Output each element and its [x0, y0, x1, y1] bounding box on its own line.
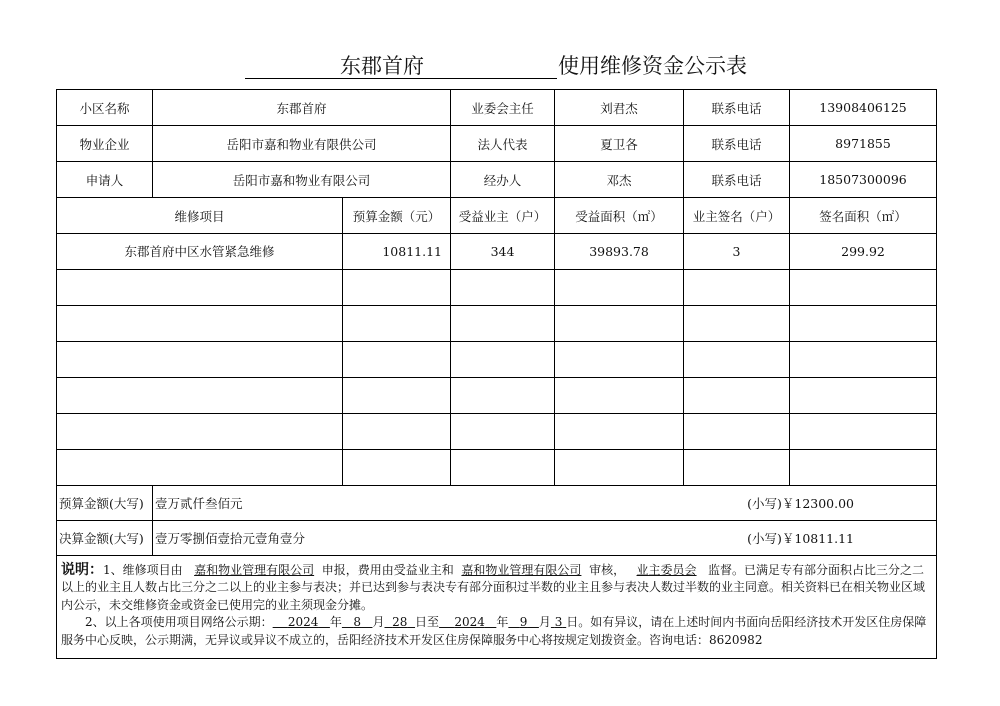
label-committee-director: 业委会主任: [451, 90, 555, 126]
info-row-applicant: [57, 162, 937, 198]
empty-row: [57, 305, 937, 341]
notes-start-year: 2024: [287, 615, 319, 629]
notes-paragraph-2: [61, 614, 930, 649]
table-row: [57, 234, 937, 270]
empty-row: [57, 377, 937, 413]
notes-end-year: 2024: [454, 615, 485, 629]
label-applicant: 申请人: [57, 162, 153, 198]
notes-text: 监督。已满足专有部分面积占比三分之二以上的业主且人数占比三分之二以上的业主参与表决；并已达到参与表决专有部分面积过半数的业主且参与表决人数过半数的业主同意。相关资料已在相关物业区域内公示，未交维修资金或资金已使用完的业主须现金分摊。: [61, 562, 926, 612]
header-project: 维修项目: [57, 198, 343, 234]
notes-text: 月: [538, 615, 551, 629]
notes-text: 审核，: [589, 562, 626, 577]
value-phone-3: 18507300096: [790, 162, 937, 198]
label-phone-3: 联系电话: [684, 162, 790, 198]
final-amount-label: 决算金额(大写): [57, 520, 153, 555]
empty-row: [57, 341, 937, 377]
document-title: [0, 50, 1000, 82]
notes-start-day: 28: [392, 615, 408, 629]
budget-amount-label: 预算金额(大写): [57, 485, 153, 520]
empty-row: [57, 413, 937, 449]
notes-text: 日至: [415, 615, 440, 629]
notes-text: 日。如有异议，请在上述时间内书面向岳阳经济技术开发区住房保障服务中心反映，公示期满，无异议或异议不成立的，岳阳经济技术开发区住房保障服务中心将按规定划拨资金。咨询电话：8620982: [61, 615, 927, 647]
empty-row: [57, 449, 937, 485]
notes: [57, 555, 937, 658]
label-phone-1: 联系电话: [684, 90, 790, 126]
notes-supervisor: 业主委员会: [636, 562, 697, 577]
header-signed-owners: 业主签名（户）: [684, 198, 790, 234]
label-legal-rep: 法人代表: [451, 126, 555, 162]
budget-amount-row: [57, 485, 937, 520]
cell-owners: 344: [451, 234, 555, 270]
notes-end-day: 3: [554, 615, 563, 629]
notes-paragraph-1: [61, 562, 930, 615]
label-property-company: 物业企业: [57, 126, 153, 162]
notes-text: 2、以上各项使用项目网络公示期：: [85, 615, 273, 629]
empty-row: [57, 269, 937, 305]
cell-budget: 10811.11: [343, 234, 451, 270]
budget-amount-figures: (小写)￥12300.00: [747, 495, 855, 511]
header-signed-area: 签名面积（㎡）: [790, 198, 937, 234]
value-community-name: 东郡首府: [153, 90, 451, 126]
label-handler: 经办人: [451, 162, 555, 198]
maintenance-fund-table: [56, 89, 937, 659]
notes-start-month: 8: [353, 615, 362, 629]
cell-signed-area: 299.92: [790, 234, 937, 270]
header-budget: 预算金额（元）: [343, 198, 451, 234]
value-applicant: 岳阳市嘉和物业有限公司: [153, 162, 451, 198]
label-community-name: 小区名称: [57, 90, 153, 126]
info-row-community: [57, 90, 937, 126]
notes-text: 申报，费用由受益业主和: [321, 562, 454, 577]
value-phone-1: 13908406125: [790, 90, 937, 126]
items-header-row: [57, 198, 937, 234]
value-legal-rep: 夏卫各: [555, 126, 684, 162]
notes-row: [57, 555, 937, 658]
notes-heading: 说明：: [61, 561, 103, 578]
cell-area: 39893.78: [555, 234, 684, 270]
cell-signed-owners: 3: [684, 234, 790, 270]
notes-text: 年: [496, 615, 509, 629]
notes-end-month: 9: [519, 615, 528, 629]
value-committee-director: 刘君杰: [555, 90, 684, 126]
header-owners: 受益业主（户）: [451, 198, 555, 234]
value-phone-2: 8971855: [790, 126, 937, 162]
notes-text: 月: [372, 615, 385, 629]
notes-text: 1、维修项目由: [103, 562, 183, 577]
cell-project: 东郡首府中区水管紧急维修: [57, 234, 343, 270]
label-phone-2: 联系电话: [684, 126, 790, 162]
notes-applicant: 嘉和物业管理有限公司: [194, 562, 315, 577]
info-row-property-company: [57, 126, 937, 162]
notes-reviewer: 嘉和物业管理有限公司: [461, 562, 582, 577]
title-suffix: 使用维修资金公示表: [558, 54, 747, 78]
value-handler: 邓杰: [555, 162, 684, 198]
notes-text: 年: [329, 615, 342, 629]
final-amount-figures: (小写)￥10811.11: [747, 530, 855, 546]
header-area: 受益面积（㎡）: [555, 198, 684, 234]
final-amount-words: 壹万零捌佰壹拾元壹角壹分: [155, 530, 306, 546]
value-property-company: 岳阳市嘉和物业有限供公司: [153, 126, 451, 162]
title-community-name: 东郡首府: [340, 54, 424, 78]
budget-amount-words: 壹万贰仟叁佰元: [155, 495, 243, 511]
final-amount-row: [57, 520, 937, 555]
